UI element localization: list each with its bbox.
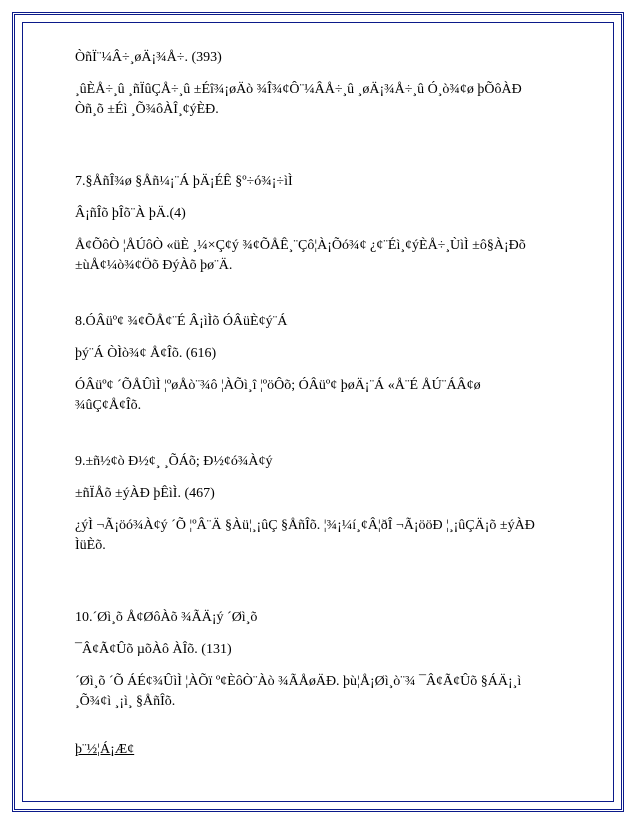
verse-explanation-line: ¸Õ¾¢ì ¸¡ì¸ §ÅñÎõ.	[75, 694, 176, 709]
verse-heading: 10.´Øì¸õ Å¢ØôÀõ ¾ÃÄ¡ý ´Øì¸õ	[75, 610, 258, 625]
document-body	[75, 48, 570, 712]
verse-heading: 7.§ÅñÎ¾ø §Åñ¼¡¨Á þÄ¡ÉÊ §º÷ó¾¡÷ìÌ	[75, 174, 293, 189]
verse-explanation-line: Òñ¸õ ±Éì ¸Õ¾ôÀÎ¸¢ýÈÐ.	[75, 102, 219, 117]
verse-heading: ÒñÏ¨¼Â÷¸øÄ¡¾Å÷. (393)	[75, 50, 222, 65]
verse-explanation-line: ´Øì¸õ ´Õ ÁÉ¢¾ÛìÌ ¦ÀÕï º¢ÈôÒ¨Àò ¾ÃÅøÄÐ. þù¦Å¡Øì¸ò¨¾ ¯Â¢Ã¢Ûõ §ÁÄ¡¸ì	[75, 674, 522, 689]
verse-subline: ±ñÏÅõ ±ýÀÐ þÊìÌ. (467)	[75, 486, 215, 501]
verse-subline: þý¨Á ÒÌò¾¢ Å¢Îõ. (616)	[75, 346, 217, 361]
verse-explanation-line: ±ùÅ¢¼ò¾¢Öõ ÐýÀõ þø¨Ä.	[75, 258, 233, 273]
footer-link[interactable]: þ¨½¦Á¡Æ¢	[75, 742, 135, 757]
verse-explanation-line: ¿ýÌ ¬Ã¡öó¾À¢ý ´Õ ¦ºÂ¨Ä §Àü¦¸¡ûÇ §ÅñÎõ. ¦¾¡¼í¸¢Â¦ðÎ ¬Ã¡ööÐ ¦¸¡ûÇÄ¡õ ±ýÀÐ	[75, 518, 535, 533]
verse-explanation-line: ÓÂüº¢ ´ÕÅÛìÌ ¦ºøÅò¨¾ô ¦ÀÕì¸î ¦ºöÔõ; ÓÂüº¢ þøÄ¡¨Á «Å¨É ÅÚ¨ÁÂ¢ø	[75, 378, 481, 393]
verse-explanation-line: ¾ûÇ¢Å¢Îõ.	[75, 398, 142, 413]
verse-heading: 9.±ñ½¢ò Ð½¢¸ ¸ÕÁõ; Ð½¢ó¾À¢ý	[75, 454, 273, 469]
verse-heading: 8.ÓÂüº¢ ¾¢ÕÅ¢¨É Â¡ìÌõ ÓÂüÈ¢ý¨Á	[75, 314, 288, 329]
verse-explanation-line: ÌüÈõ.	[75, 538, 106, 553]
verse-explanation-line: ¸ûÈÅ÷¸û ¸ñÏûÇÅ÷¸û ±Éî¾¡øÄò ¾Î¾¢Ô¨¼ÂÅ÷¸û ¸øÄ¡¾Å÷¸û Ó¸ò¾¢ø þÕôÀÐ	[75, 82, 522, 97]
verse-subline: Â¡ñÎõ þÎõ¨À þÄ.(4)	[75, 206, 186, 221]
verse-explanation-line: Å¢ÕôÒ ¦ÅÚôÒ «üÈ ¸¼×Ç¢ý ¾¢ÕÅÊ¸¨Çô¦À¡Õó¾¢ ¿¢¨Éì¸¢ýÈÅ÷¸ÙìÌ ±ô§À¡Ðõ	[75, 238, 526, 253]
verse-subline: ¯Â¢Ã¢Ûõ µõÀô ÀÎõ. (131)	[75, 642, 232, 657]
